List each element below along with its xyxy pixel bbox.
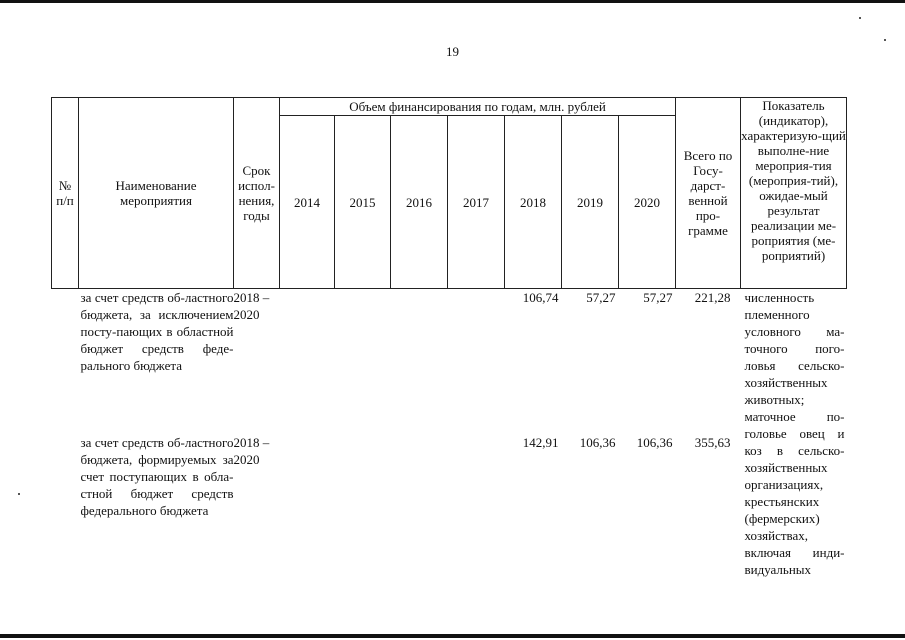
table-row: [52, 289, 847, 434]
row-term: 2018 – 2020: [233, 290, 270, 322]
row-term: 2018 – 2020: [233, 434, 270, 467]
row-2019: 106,36: [579, 434, 616, 450]
header-year: 2018: [505, 116, 562, 289]
header-indicator: Показатель (индикатор), характеризую-щий выполне-ние мероприя-тия (мероприя-тий), ожидае-мый результат реализации ме-роприятия (ме-роприятий): [741, 98, 847, 289]
row-total: 355,63: [694, 434, 731, 450]
row-no: [52, 434, 79, 578]
row-2014: [280, 434, 335, 578]
row-2019: 57,27: [586, 290, 616, 305]
row-2020: 106,36: [636, 434, 673, 450]
row-total: 221,28: [694, 290, 731, 305]
scan-speck: [18, 493, 20, 495]
table-row: [52, 434, 847, 578]
row-2016: [391, 289, 448, 434]
row-2016: [391, 434, 448, 578]
header-funding-group: Объем финансирования по годам, млн. рублей: [280, 98, 676, 116]
header-year: 2014: [280, 116, 335, 289]
row-2018: 106,74: [522, 290, 559, 305]
row-2015: [335, 289, 391, 434]
header-year: 2016: [391, 116, 448, 289]
header-year: 2019: [562, 116, 619, 289]
page-number: 19: [446, 44, 459, 59]
header-year: 2020: [619, 116, 676, 289]
row-2018: 142,91: [522, 434, 559, 450]
header-no: № п/п: [52, 98, 79, 289]
row-name: за счет средств об-ластного бюджета, формируемых за счет поступающих в обла-стной бюджет средств федерального бюджета: [80, 434, 234, 518]
header-total: Всего по Госу-дарст-венной про-грамме: [676, 98, 741, 289]
scan-border-bottom: [0, 634, 905, 638]
financing-table: [51, 97, 847, 578]
row-2020: 57,27: [643, 290, 673, 305]
row-no: [52, 289, 79, 434]
table-header: [52, 98, 847, 289]
row-2017: [448, 434, 505, 578]
scan-speck: [859, 17, 861, 19]
row-2017: [448, 289, 505, 434]
row-name: за счет средств об-ластного бюджета, за исключением посту-пающих в областной бюджет средств феде-рального бюджета: [80, 290, 234, 373]
header-year: 2015: [335, 116, 391, 289]
header-name: Наименование мероприятия: [79, 98, 234, 289]
header-term: Срок испол-нения, годы: [234, 98, 280, 289]
scan-speck: [884, 39, 886, 41]
row-2015: [335, 434, 391, 578]
indicator-text: численность племенного условного ма-точного пого-ловья сельско-хозяйственных животных; маточное по-головье овец и коз в сельско-хозяйственных организациях, крестьянских (фермерских) хозяйствах, включая инди-видуальных: [744, 290, 845, 577]
scan-border-top: [0, 0, 905, 3]
row-2014: [280, 289, 335, 434]
header-year: 2017: [448, 116, 505, 289]
